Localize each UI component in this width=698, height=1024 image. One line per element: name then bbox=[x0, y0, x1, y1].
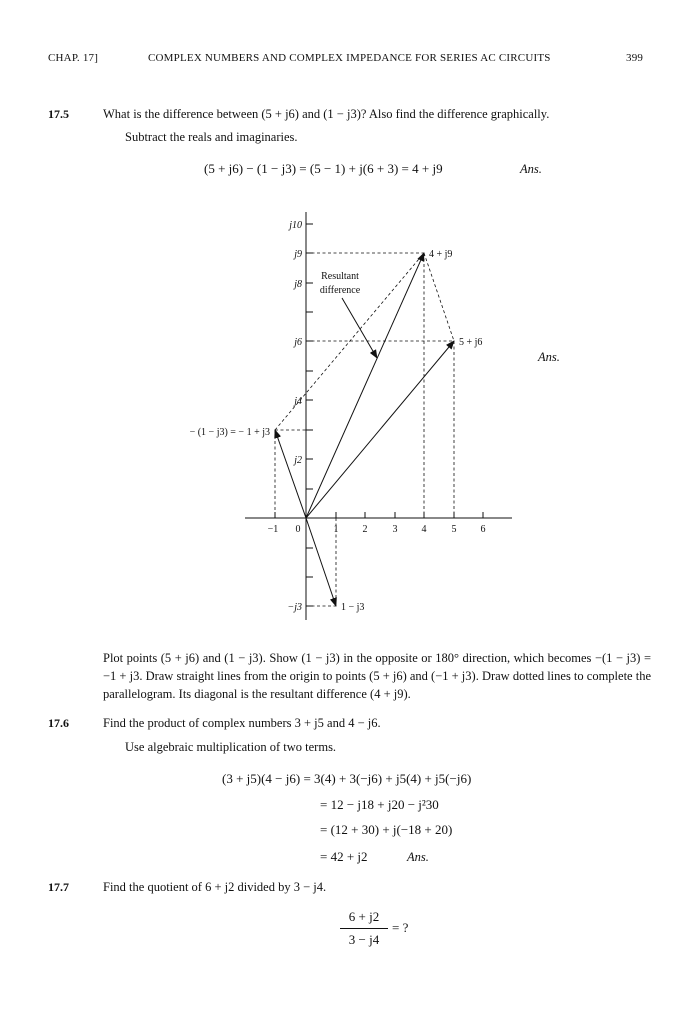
problem-17-6-ans: Ans. bbox=[407, 850, 429, 864]
point-label-neg1-j3: − (1 − j3) = − 1 + j3 bbox=[189, 427, 270, 438]
x-label-0: 0 bbox=[295, 524, 301, 535]
annotation-pointer bbox=[342, 298, 377, 358]
y-label-j2: j2 bbox=[294, 455, 302, 466]
x-label-neg1: −1 bbox=[267, 524, 279, 535]
x-label-1: 1 bbox=[333, 524, 339, 535]
problem-17-7-numerator: 6 + j2 bbox=[348, 909, 380, 924]
problem-17-6-line3: = (12 + 30) + j(−18 + 20) bbox=[320, 822, 453, 837]
problem-17-5-question: What is the difference between (5 + j6) and (1 − j3)? Also find the difference graphically. bbox=[103, 107, 550, 121]
problem-17-5-explanation: Plot points (5 + j6) and (1 − j3). Show (1 − j3) in the opposite or 180° direction, which becomes −(1 − j3) = −1 + j3. Draw straight lines from the origin to points (5 + j6) and (−1 + j3). Draw dotted lines to complete the parallelogram. Its diagonal is the resultant difference (4 + j9). bbox=[103, 651, 651, 701]
dashed-guides bbox=[275, 253, 454, 606]
point-label-5-j6: 5 + j6 bbox=[459, 337, 483, 348]
y-label-mj3: −j3 bbox=[287, 602, 302, 613]
point-label-4-j9: 4 + j9 bbox=[429, 249, 453, 260]
y-label-j4: j4 bbox=[294, 396, 302, 407]
header-title: COMPLEX NUMBERS AND COMPLEX IMPEDANCE FOR SERIES AC CIRCUITS bbox=[148, 52, 551, 64]
header-page-number: 399 bbox=[626, 52, 644, 64]
y-label-j9: j9 bbox=[294, 249, 302, 260]
problem-17-7-rhs: = ? bbox=[392, 920, 409, 935]
problem-17-7-number: 17.7 bbox=[48, 880, 69, 894]
figure-ans: Ans. bbox=[538, 350, 560, 364]
x-label-6: 6 bbox=[480, 524, 486, 535]
problem-17-7-denominator: 3 − j4 bbox=[348, 932, 380, 947]
problem-17-7-fraction-bar bbox=[340, 928, 388, 929]
vector-neg1-j3 bbox=[275, 430, 306, 518]
problem-17-6-question: Find the product of complex numbers 3 + j5 and 4 − j6. bbox=[103, 716, 381, 730]
annotation-difference: difference bbox=[319, 285, 361, 296]
x-label-2: 2 bbox=[362, 524, 368, 535]
problem-17-7-question: Find the quotient of 6 + j2 divided by 3 − j4. bbox=[103, 880, 327, 894]
problem-17-5-number: 17.5 bbox=[48, 107, 69, 121]
x-label-5: 5 bbox=[451, 524, 457, 535]
y-label-j10: j10 bbox=[289, 220, 302, 231]
problem-17-6-step: Use algebraic multiplication of two terms. bbox=[125, 740, 337, 754]
x-label-3: 3 bbox=[392, 524, 398, 535]
imaginary-axis-ticks bbox=[306, 224, 313, 606]
problem-17-5-step: Subtract the reals and imaginaries. bbox=[125, 130, 298, 144]
problem-17-5-ans: Ans. bbox=[520, 162, 542, 176]
header-chapter: CHAP. 17] bbox=[48, 52, 99, 64]
x-label-4: 4 bbox=[421, 524, 427, 535]
point-label-1-mj3: 1 − j3 bbox=[341, 602, 365, 613]
problem-17-6-line2: = 12 − j18 + j20 − j²30 bbox=[320, 797, 439, 812]
problem-17-6-line4: = 42 + j2 bbox=[320, 849, 368, 864]
vector-5-j6 bbox=[306, 341, 454, 518]
vector-1-mj3 bbox=[306, 518, 336, 606]
parallelogram-side-b bbox=[424, 253, 454, 341]
y-label-j6: j6 bbox=[294, 337, 302, 348]
problem-17-6-line1: (3 + j5)(4 − j6) = 3(4) + 3(−j6) + j5(4) + j5(−j6) bbox=[222, 771, 472, 786]
annotation-resultant: Resultant bbox=[321, 271, 359, 282]
y-label-j8: j8 bbox=[294, 279, 302, 290]
problem-17-5-equation: (5 + j6) − (1 − j3) = (5 − 1) + j(6 + 3) = 4 + j9 bbox=[204, 161, 443, 176]
problem-17-6-number: 17.6 bbox=[48, 716, 69, 730]
